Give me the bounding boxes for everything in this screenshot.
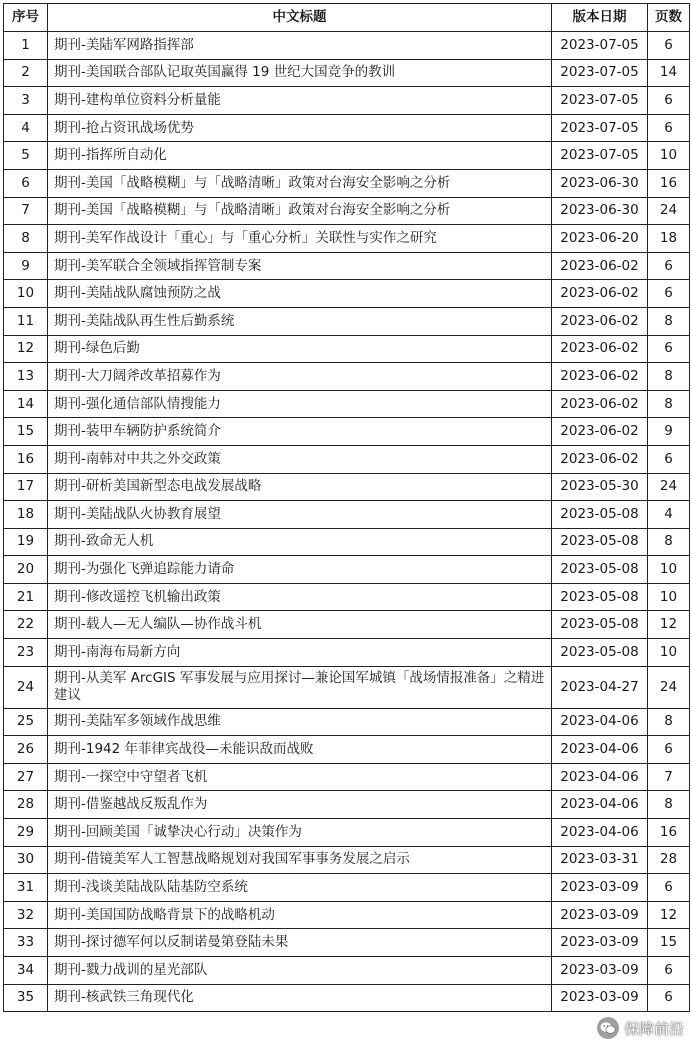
cell-pages: 24 (648, 197, 690, 225)
cell-index: 23 (4, 639, 48, 667)
cell-date: 2023-06-02 (552, 307, 648, 335)
cell-title: 期刊-美军联合全领域指挥管制专案 (48, 252, 552, 280)
cell-pages: 10 (648, 142, 690, 170)
cell-index: 5 (4, 142, 48, 170)
table-row (4, 611, 690, 639)
cell-index: 14 (4, 390, 48, 418)
cell-pages: 6 (648, 445, 690, 473)
table-row (4, 445, 690, 473)
table-row (4, 819, 690, 847)
cell-pages: 8 (648, 363, 690, 391)
cell-index: 7 (4, 197, 48, 225)
table-row (4, 957, 690, 985)
cell-title: 期刊-指挥所自动化 (48, 142, 552, 170)
cell-title: 期刊-美陆军多领域作战思维 (48, 708, 552, 736)
table-row (4, 501, 690, 529)
cell-title: 期刊-美国联合部队记取英国赢得 19 世纪大国竞争的教训 (48, 59, 552, 87)
cell-pages: 6 (648, 957, 690, 985)
table-row (4, 736, 690, 764)
cell-date: 2023-03-09 (552, 929, 648, 957)
cell-date: 2023-07-05 (552, 142, 648, 170)
cell-pages: 15 (648, 929, 690, 957)
cell-title: 期刊-从美军 ArcGIS 军事发展与应用探讨—兼论国军城镇「战场情报准备」之精进建议 (48, 666, 552, 708)
table-row (4, 929, 690, 957)
cell-title: 期刊-美国「战略模糊」与「战略清晰」政策对台海安全影响之分析 (48, 169, 552, 197)
table-row (4, 901, 690, 929)
cell-pages: 6 (648, 32, 690, 60)
cell-title: 期刊-强化通信部队情搜能力 (48, 390, 552, 418)
cell-index: 20 (4, 556, 48, 584)
header-date: 版本日期 (552, 4, 648, 32)
cell-index: 25 (4, 708, 48, 736)
cell-pages: 8 (648, 708, 690, 736)
header-index: 序号 (4, 4, 48, 32)
table-row (4, 666, 690, 708)
cell-pages: 8 (648, 307, 690, 335)
cell-date: 2023-06-02 (552, 363, 648, 391)
table-row (4, 32, 690, 60)
cell-date: 2023-07-05 (552, 114, 648, 142)
table-row (4, 252, 690, 280)
table-row (4, 142, 690, 170)
cell-title: 期刊-美陆战队火协教育展望 (48, 501, 552, 529)
cell-index: 9 (4, 252, 48, 280)
cell-index: 2 (4, 59, 48, 87)
cell-title: 期刊-装甲车辆防护系统简介 (48, 418, 552, 446)
cell-title: 期刊-抢占资讯战场优势 (48, 114, 552, 142)
table-row (4, 791, 690, 819)
cell-title: 期刊-核武铁三角现代化 (48, 984, 552, 1012)
cell-index: 3 (4, 87, 48, 115)
cell-title: 期刊-戮力战训的星光部队 (48, 957, 552, 985)
cell-pages: 24 (648, 473, 690, 501)
cell-date: 2023-04-27 (552, 666, 648, 708)
cell-date: 2023-06-30 (552, 169, 648, 197)
cell-title: 期刊-研析美国新型态电战发展战略 (48, 473, 552, 501)
cell-index: 6 (4, 169, 48, 197)
cell-date: 2023-06-30 (552, 197, 648, 225)
cell-title: 期刊-载人—无人编队—协作战斗机 (48, 611, 552, 639)
cell-date: 2023-05-08 (552, 611, 648, 639)
table-row (4, 763, 690, 791)
cell-index: 35 (4, 984, 48, 1012)
cell-pages: 6 (648, 252, 690, 280)
cell-pages: 10 (648, 556, 690, 584)
cell-date: 2023-07-05 (552, 32, 648, 60)
cell-date: 2023-06-02 (552, 335, 648, 363)
cell-title: 期刊-回顾美国「诚挚决心行动」决策作为 (48, 819, 552, 847)
cell-date: 2023-06-02 (552, 280, 648, 308)
wechat-icon (597, 1017, 619, 1039)
cell-title: 期刊-美陆战队再生性后勤系统 (48, 307, 552, 335)
cell-index: 15 (4, 418, 48, 446)
cell-pages: 16 (648, 819, 690, 847)
cell-pages: 16 (648, 169, 690, 197)
cell-pages: 28 (648, 846, 690, 874)
cell-date: 2023-05-30 (552, 473, 648, 501)
cell-index: 22 (4, 611, 48, 639)
table-row (4, 984, 690, 1012)
cell-pages: 7 (648, 763, 690, 791)
cell-index: 29 (4, 819, 48, 847)
cell-pages: 6 (648, 114, 690, 142)
cell-date: 2023-06-02 (552, 445, 648, 473)
cell-index: 31 (4, 874, 48, 902)
cell-pages: 10 (648, 639, 690, 667)
cell-date: 2023-07-05 (552, 87, 648, 115)
cell-date: 2023-05-08 (552, 583, 648, 611)
cell-date: 2023-05-08 (552, 528, 648, 556)
cell-date: 2023-04-06 (552, 763, 648, 791)
cell-pages: 14 (648, 59, 690, 87)
table-row (4, 418, 690, 446)
cell-index: 1 (4, 32, 48, 60)
table-row (4, 639, 690, 667)
cell-date: 2023-06-20 (552, 225, 648, 253)
cell-index: 11 (4, 307, 48, 335)
cell-date: 2023-04-06 (552, 819, 648, 847)
table-row (4, 280, 690, 308)
cell-index: 24 (4, 666, 48, 708)
cell-title: 期刊-美陆军网路指挥部 (48, 32, 552, 60)
cell-index: 34 (4, 957, 48, 985)
cell-index: 30 (4, 846, 48, 874)
header-row (4, 4, 690, 32)
cell-date: 2023-06-02 (552, 418, 648, 446)
cell-pages: 6 (648, 874, 690, 902)
cell-title: 期刊-南韩对中共之外交政策 (48, 445, 552, 473)
document-table (3, 3, 690, 1012)
cell-title: 期刊-南海布局新方向 (48, 639, 552, 667)
header-pages: 页数 (648, 4, 690, 32)
cell-date: 2023-03-09 (552, 984, 648, 1012)
cell-date: 2023-04-06 (552, 791, 648, 819)
cell-title: 期刊-大刀阔斧改革招募作为 (48, 363, 552, 391)
cell-index: 32 (4, 901, 48, 929)
cell-title: 期刊-绿色后勤 (48, 335, 552, 363)
cell-date: 2023-03-09 (552, 957, 648, 985)
cell-date: 2023-06-02 (552, 390, 648, 418)
cell-title: 期刊-借镜美军人工智慧战略规划对我国军事事务发展之启示 (48, 846, 552, 874)
table-row (4, 556, 690, 584)
cell-index: 18 (4, 501, 48, 529)
cell-pages: 6 (648, 335, 690, 363)
cell-index: 26 (4, 736, 48, 764)
cell-title: 期刊-建构单位资料分析量能 (48, 87, 552, 115)
cell-index: 8 (4, 225, 48, 253)
table-row (4, 114, 690, 142)
cell-pages: 6 (648, 736, 690, 764)
cell-pages: 8 (648, 791, 690, 819)
watermark (597, 1017, 684, 1039)
cell-index: 16 (4, 445, 48, 473)
cell-date: 2023-04-06 (552, 708, 648, 736)
cell-date: 2023-05-08 (552, 639, 648, 667)
cell-date: 2023-03-09 (552, 874, 648, 902)
table-row (4, 874, 690, 902)
cell-date: 2023-06-02 (552, 252, 648, 280)
cell-index: 21 (4, 583, 48, 611)
cell-date: 2023-03-31 (552, 846, 648, 874)
watermark-text: 保障前沿 (623, 1019, 684, 1038)
cell-title: 期刊-探讨德军何以反制诺曼第登陆未果 (48, 929, 552, 957)
cell-pages: 8 (648, 528, 690, 556)
table-row (4, 846, 690, 874)
cell-date: 2023-05-08 (552, 501, 648, 529)
cell-index: 13 (4, 363, 48, 391)
table-row (4, 59, 690, 87)
cell-index: 19 (4, 528, 48, 556)
table-row (4, 225, 690, 253)
table-row (4, 169, 690, 197)
cell-pages: 8 (648, 390, 690, 418)
cell-index: 28 (4, 791, 48, 819)
cell-pages: 4 (648, 501, 690, 529)
cell-title: 期刊-修改遥控飞机输出政策 (48, 583, 552, 611)
table-row (4, 708, 690, 736)
cell-index: 10 (4, 280, 48, 308)
table-row (4, 363, 690, 391)
table-row (4, 528, 690, 556)
cell-title: 期刊-浅谈美陆战队陆基防空系统 (48, 874, 552, 902)
cell-title: 期刊-1942 年菲律宾战役—未能识敌而战败 (48, 736, 552, 764)
cell-index: 27 (4, 763, 48, 791)
cell-pages: 12 (648, 901, 690, 929)
cell-title: 期刊-致命无人机 (48, 528, 552, 556)
cell-date: 2023-07-05 (552, 59, 648, 87)
cell-title: 期刊-美国国防战略背景下的战略机动 (48, 901, 552, 929)
cell-pages: 6 (648, 87, 690, 115)
table-row (4, 197, 690, 225)
table-row (4, 583, 690, 611)
cell-index: 12 (4, 335, 48, 363)
table-row (4, 335, 690, 363)
cell-pages: 6 (648, 984, 690, 1012)
table-row (4, 307, 690, 335)
header-title: 中文标题 (48, 4, 552, 32)
cell-pages: 12 (648, 611, 690, 639)
table-row (4, 390, 690, 418)
cell-title: 期刊-为强化飞弹追踪能力请命 (48, 556, 552, 584)
cell-date: 2023-04-06 (552, 736, 648, 764)
cell-title: 期刊-借鉴越战反叛乱作为 (48, 791, 552, 819)
cell-title: 期刊-一探空中守望者飞机 (48, 763, 552, 791)
cell-index: 33 (4, 929, 48, 957)
cell-index: 4 (4, 114, 48, 142)
cell-title: 期刊-美陆战队腐蚀预防之战 (48, 280, 552, 308)
cell-pages: 10 (648, 583, 690, 611)
table-row (4, 87, 690, 115)
cell-index: 17 (4, 473, 48, 501)
cell-pages: 18 (648, 225, 690, 253)
table-row (4, 473, 690, 501)
cell-date: 2023-05-08 (552, 556, 648, 584)
cell-title: 期刊-美国「战略模糊」与「战略清晰」政策对台海安全影响之分析 (48, 197, 552, 225)
cell-pages: 24 (648, 666, 690, 708)
cell-date: 2023-03-09 (552, 901, 648, 929)
cell-pages: 9 (648, 418, 690, 446)
cell-pages: 6 (648, 280, 690, 308)
cell-title: 期刊-美军作战设计「重心」与「重心分析」关联性与实作之研究 (48, 225, 552, 253)
